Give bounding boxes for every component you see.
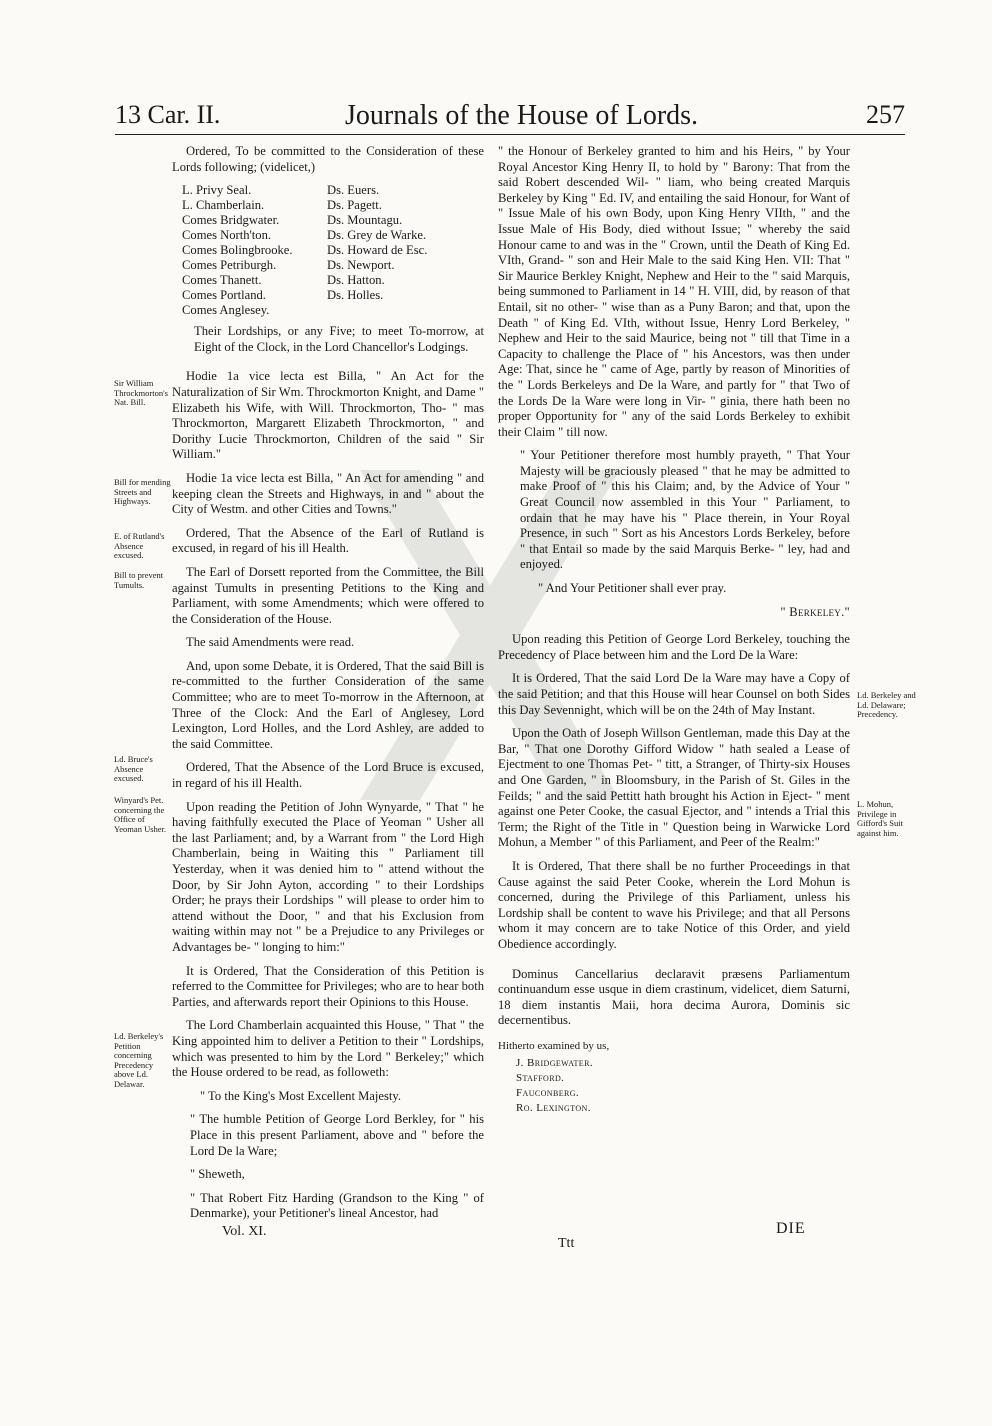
upon-reading-paragraph: Upon reading this Petition of George Lord Berkeley, touching the Precedency of Place between him and the Lord De la Ware: — [498, 632, 850, 662]
lord-entry: Ds. Mountagu. — [327, 213, 403, 228]
margin-note-streets: Bill for mending Streets and Highways. — [114, 477, 171, 506]
lord-entry: Comes Portland. — [182, 288, 266, 303]
margin-note-berkeley: Ld. Berkeley's Petition concerning Precedency above Ld. Delawar. — [114, 1031, 164, 1089]
mohun-order-paragraph: It is Ordered, That there shall be no further Proceedings in that Cause against the said Peter Cooke, wherein the Lord Mohun is concerned, during the Privilege of this Parliament, unless his Lordship shall be content to wave his Privilege; and that all Persons whom it may concern are to take Notice of this Order, and yield Obedience accordingly. — [498, 858, 850, 951]
examined-by-line: Hitherto examined by us, — [498, 1039, 610, 1052]
running-header — [115, 100, 905, 135]
header-regnal-year: 13 Car. II. — [115, 100, 221, 129]
left-column — [172, 144, 484, 1230]
lord-entry: Ds. Hatton. — [327, 273, 385, 288]
willson-oath-paragraph: Upon the Oath of Joseph Willson Gentleman, made this Day at the Bar, " That one Dorothy Gifford Widow " hath sealed a Lease of Ejectment to one Thomas Pet- " titt, a Stranger, of Thirty-six Houses and One Garden, " in Bloomsbury, in the Parish of St. Giles in the Feilds; " and the said Pettitt hath brought his Action in Eject- " ment against one Peter Cooke, the casual Ejector, and " intends a Trial this Term; the Right of the Title in " Question being in Warwicke Lord Mohun, a Member " of this Parliament, and Peer of the Realm:" — [498, 726, 850, 850]
lord-entry: Ds. Newport. — [327, 258, 395, 273]
lord-entry: Ds. Pagett. — [327, 198, 382, 213]
right-column — [498, 144, 850, 1116]
lord-entry: Comes Petriburgh. — [182, 258, 277, 273]
petition-signature: " Berkeley." — [780, 604, 850, 619]
committee-lords-list — [182, 183, 484, 318]
recommitted-paragraph: And, upon some Debate, it is Ordered, That the said Bill is re-committed to the further Consideration of the same Committee; who are to meet To-morrow in the Afternoon, at Three of the Clock: And the Earl of Anglesey, Lord Lexington, Lord Holles, and the Lord Ashley, are added to the said Committee. — [172, 658, 484, 751]
copy-order-paragraph: It is Ordered, That the said Lord De la Ware may have a Copy of the said Petition; and that this House will hear Counsel on both Sides this Day Sevennight, which will be on the 24th of May Instant. — [498, 671, 850, 717]
to-king-line: " To the King's Most Excellent Majesty. — [200, 1088, 402, 1103]
catchword: DIE — [776, 1220, 806, 1237]
lord-entry: Comes Bridgwater. — [182, 213, 280, 228]
margin-note-precedency: Ld. Berkeley and Ld. Delaware; Precedency. — [857, 690, 916, 719]
chamberlain-paragraph: The Lord Chamberlain acquainted this House, " That " the King appointed him to deliver a Petition to their " Lordships, which was presented to him by the Lord " Berkeley;" which the House ordered to be read, as followeth: — [172, 1018, 484, 1080]
lord-entry: Comes Thanett. — [182, 273, 262, 288]
examiner-name: Ro. Lexington. — [516, 1101, 591, 1114]
examiners-list — [516, 1056, 850, 1116]
rutland-absence-paragraph: Ordered, That the Absence of the Earl of Rutland is excused, in regard of his ill Health. — [172, 525, 484, 556]
examiners-block — [498, 1039, 850, 1116]
tumults-report-paragraph: The Earl of Dorsett reported from the Committee, the Bill against Tumults in presenting Petitions to the King and Parliament, with some Amendments; which were offered to the Consideration of the House. — [172, 564, 484, 626]
margin-note-wynyarde: Winyard's Pet. concerning the Office of Yeoman Usher. — [114, 795, 167, 834]
lord-entry: Ds. Euers. — [327, 183, 380, 198]
lord-entry: Comes Bolingbrooke. — [182, 243, 293, 258]
adjournment-latin-paragraph: Dominus Cancellarius declaravit præsens Parliamentum continuandum esse usque in diem crastinum, videlicet, diem Saturni, 18 diem instantis Maii, hora decima Aurora, Dominis sic decernentibus. — [498, 966, 850, 1028]
petition-continuation: " the Honour of Berkeley granted to him and his Heirs, " by Your Royal Ancestor King Henry II, to hold by " Barony: That from the said Robert descended Wil- " liam, who being created Marquis Berkeley by King " Ed. IV, and entailing the said Honour, for Want of " Issue Male of his own Body, upon King Henry VIIth, " and the Issue Male of His Body, died without Issue; " whereby the said Honour came to and was in the " Crown, until the Death of King Ed. VIth, Grand- " son and Heir Male to the said King Hen. VII: That " Sir Maurice Berkley Knight, Nephew and Heir to the " said Marquis, being summoned to Parliament in 14 " H. VIII, did, by reason of that Entail, sit no other- " wise than as a Puny Baron; and that, upon the Death " of King Ed. VIth, without Issue, Henry Lord Berkeley, " Nephew and Heir to the said Maurice, being not " till that Time in a Capacity to challenge the Place of " his Ancestors, was then under Age: That, since he " came of Age, partly by reason of Minorities of the " Lords Berkeleys and De la Ware, and partly for " that Two of the Lords De la Ware were long in Vir- " ginia, there hath been no proper Opportunity for " any of the said Lords Berkeley to exhibit their Claim " till now. — [498, 144, 850, 439]
streets-bill-paragraph: Hodie 1a vice lecta est Billa, " An Act for amending " and keeping clean the Streets and Highways, in and " about the City of Westm. and other Cities and Towns." — [172, 470, 484, 517]
lords-list-column-2 — [327, 183, 427, 318]
fitz-harding-paragraph: " That Robert Fitz Harding (Grandson to the King " of Denmarke), your Petitioner's lineal Ancestor, had — [190, 1190, 484, 1221]
wynyarde-petition-paragraph: Upon reading the Petition of John Wynyarde, " That " he having faithfully executed the Place of Yeoman " Usher all the last Parliament; and, by a Warrant from " the Lord High Chamberlain, being in Waiting this " Parliament till Yesterday, when it was denied him to " attend without the Door, by Sir John Ayton, according " to their Lordships Order; he prays their Lordships " will please to order him to attend without the Door, " and that his Exclusion from waiting within may not " be a Prejudice to any Privileges or Advantages be- " longing to him:" — [172, 799, 484, 954]
lord-entry: Comes North'ton. — [182, 228, 272, 243]
ever-pray-line: " And Your Petitioner shall ever pray. — [538, 581, 727, 596]
examiner-name: J. Bridgewater. — [516, 1056, 593, 1069]
humble-petition-paragraph: " The humble Petition of George Lord Berkley, for " his Place in this present Parliament, above and " before the Lord De la Ware; — [190, 1112, 484, 1158]
header-page-number: 257 — [866, 100, 905, 129]
volume-footer: Vol. XI. — [222, 1224, 267, 1239]
lord-entry: Ds. Holles. — [327, 288, 384, 303]
petition-prayer: " Your Petitioner therefore most humbly prayeth, " That Your Majesty will be graciously pleased " that he may be admitted to make Proof of " this his Claim; and, by the Advice of Your " Great Council now assembled in this Your " Parliament, to ordain that he may have his " Place therein, in Your Royal Presence, in such " Sort as his Ancestors Lords Berkeley, before " that Entail so made by the said Marquis Berke- " ley, had and enjoyed. — [520, 448, 850, 572]
amendments-read-paragraph: The said Amendments were read. — [186, 635, 355, 650]
lord-entry: Ds. Howard de Esc. — [327, 243, 428, 258]
lord-entry: L. Privy Seal. — [182, 183, 252, 198]
lord-entry: Comes Anglesey. — [182, 303, 270, 318]
lord-entry: L. Chamberlain. — [182, 198, 265, 213]
header-title: Journals of the House of Lords. — [345, 100, 699, 131]
lord-entry: Ds. Grey de Warke. — [327, 228, 427, 243]
meeting-notice: Their Lordships, or any Five; to meet To-morrow, at Eight of the Clock, in the Lord Chancellor's Lodgings. — [194, 324, 484, 354]
margin-note-mohun: L. Mohun, Privilege in Gifford's Suit against him. — [857, 799, 904, 838]
throckmorton-bill-paragraph: Hodie 1a vice lecta est Billa, " An Act for the Naturalization of Sir Wm. Throckmorton Knight, and Dame " Elizabeth his Wife, with Will. Throckmorton, Tho- " mas Throckmorton, Margarett Elizabeth Throckmorton, " and Dorithy Lucie Throckmorton, Children of the said " Sir William." — [172, 369, 484, 462]
margin-note-rutland: E. of Rutland's Absence excused. — [114, 531, 165, 560]
signature-mark: Ttt — [558, 1236, 575, 1251]
lords-list-column-1 — [182, 183, 327, 318]
examiner-name: Fauconberg. — [516, 1086, 580, 1099]
bruce-absence-paragraph: Ordered, That the Absence of the Lord Bruce is excused, in regard of his ill Health. — [172, 760, 484, 791]
margin-note-throckmorton: Sir William Throckmorton's Nat. Bill. — [114, 378, 168, 407]
sheweth-line: " Sheweth, — [190, 1167, 245, 1182]
margin-note-tumults: Bill to prevent Tumults. — [114, 570, 164, 590]
privileges-order-paragraph: It is Ordered, That the Consideration of this Petition is referred to the Committee for Privileges; who are to hear both Parties, and afterwards report their Opinions to this House. — [172, 963, 484, 1009]
committee-order: Ordered, To be committed to the Consideration of these Lords following; (videlicet,) — [172, 144, 484, 174]
examiner-name: Stafford. — [516, 1071, 565, 1084]
margin-note-bruce: Ld. Bruce's Absence excused. — [114, 754, 153, 783]
